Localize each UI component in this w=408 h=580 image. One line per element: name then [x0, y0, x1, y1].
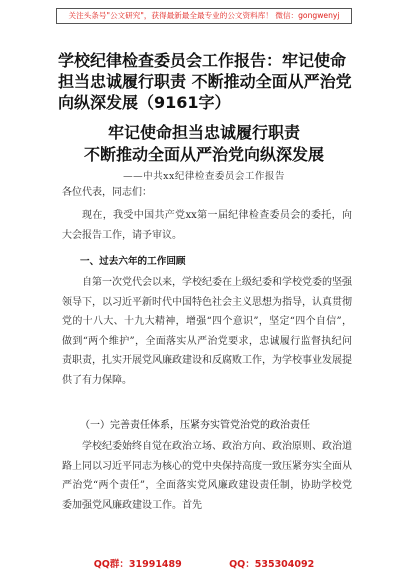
salutation: 各位代表，同志们：	[62, 187, 152, 198]
qq-group: QQ群：31991489	[93, 559, 182, 570]
contact-footer	[0, 556, 408, 570]
section-1-paragraph: 自第一次党代会以来，学校纪委在上级纪委和学校党委的坚强领导下，以习近平新时代中国特色社会主义思想为指导，认真贯彻党的十八大、十九大精神，增强“四个意识”，坚定“四个自信”，做到“两个维护”，全面落实从严治党要求，忠诚履行监督执纪问责职责，扎实开展党风廉政建设和反腐败工作，为学校事业发展提供了有力保障。	[62, 277, 352, 386]
section-heading-1: 一、过去六年的工作回顾	[80, 256, 186, 267]
qq-number: QQ：535304092	[229, 559, 315, 570]
subtitle-line-1: 牢记使命担当忠诚履行职责	[107, 123, 300, 142]
subsection-heading-1: （一）完善责任体系，压紧夯实管党治党的政治责任	[80, 420, 310, 431]
report-byline: ——中共xx纪律检查委员会工作报告	[123, 171, 285, 182]
subsection-1-paragraph: 学校纪委始终自觉在政治立场、政治方向、政治原则、政治道路上同以习近平同志为核心的党中央保持高度一致压紧夯实全面从严治党“两个责任”，全面落实党风廉政建设责任制，协助学校党委加强党风廉政建设工作。首先	[62, 441, 352, 511]
intro-paragraph: 现在，我受中国共产党xx第一届纪律检查委员会的委托，向大会报告工作，请予审议。	[62, 210, 352, 241]
promo-banner: 关注头条号"公文研究"，获得最新最全最专业的公文资料库！ 微信：gongwenyj	[56, 8, 352, 24]
subtitle-line-2: 不断推动全面从严治党向纵深发展	[83, 145, 324, 164]
document-title: 学校纪律检查委员会工作报告：牢记使命担当忠诚履行职责 不断推动全面从严治党向纵深发展（9161字）	[58, 51, 352, 112]
